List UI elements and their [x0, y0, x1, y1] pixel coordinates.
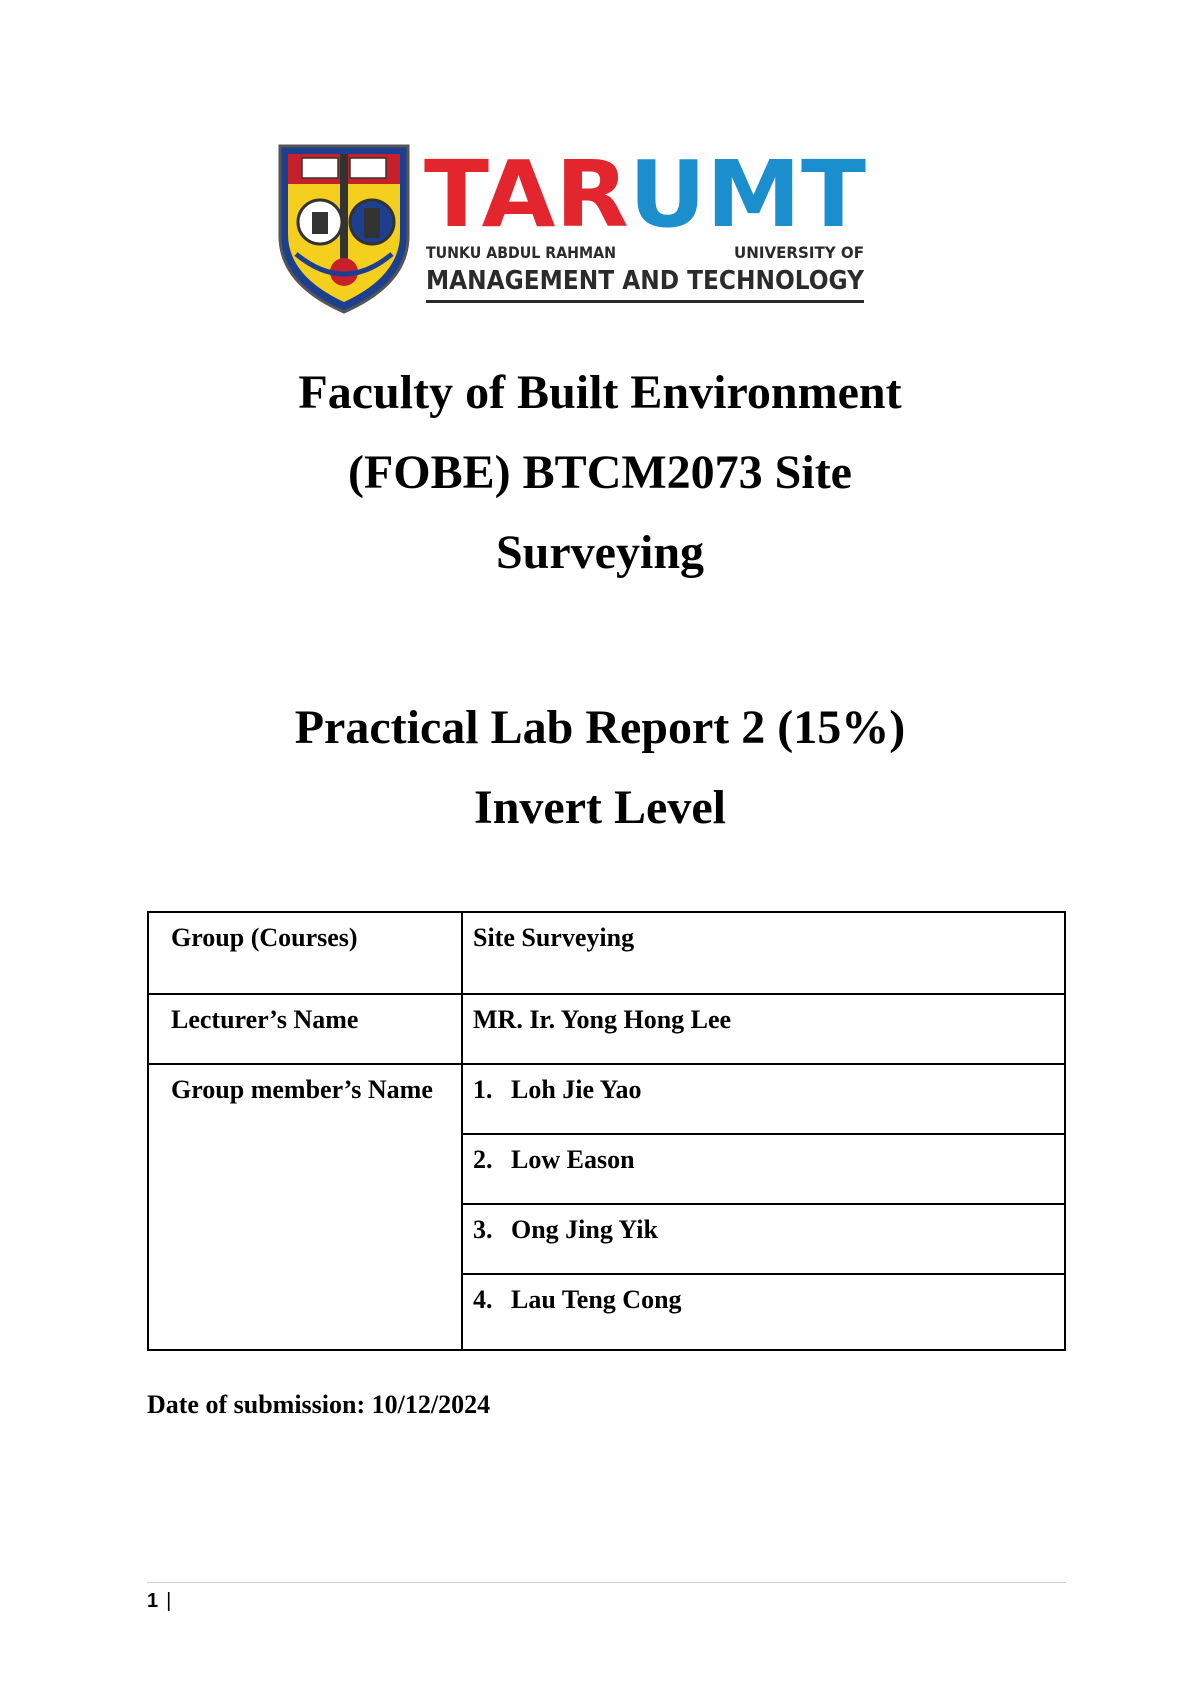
members-label: Group member’s Name — [148, 1064, 462, 1350]
university-logo — [276, 144, 873, 314]
member-item — [462, 1064, 1065, 1134]
table-row — [148, 994, 1065, 1064]
member-item — [462, 1134, 1065, 1204]
report-subtitle — [0, 688, 1200, 848]
title-line-3: Surveying — [495, 526, 705, 579]
submission-date: Date of submission: 10/12/2024 — [147, 1390, 491, 1419]
footer-separator: | — [166, 1590, 172, 1612]
title-line-1: Faculty of Built Environment — [298, 366, 902, 419]
member-item — [462, 1204, 1065, 1274]
table-row — [148, 1064, 1065, 1134]
lecturer-label: Lecturer’s Name — [148, 994, 462, 1064]
member-number: 1. — [473, 1075, 493, 1104]
member-name: Low Eason — [511, 1145, 635, 1174]
document-title — [0, 353, 1200, 593]
group-value: Site Surveying — [462, 912, 1065, 994]
subtitle-line-1: Practical Lab Report 2 (15%) — [294, 701, 906, 754]
member-number: 2. — [473, 1145, 493, 1174]
member-number: 4. — [473, 1285, 493, 1314]
logo-underline — [426, 300, 864, 303]
member-number: 3. — [473, 1215, 493, 1244]
table-row — [148, 912, 1065, 994]
group-label: Group (Courses) — [148, 912, 462, 994]
logo-line1-left: TUNKU ABDUL RAHMAN — [426, 243, 616, 262]
lecturer-value: MR. Ir. Yong Hong Lee — [462, 994, 1065, 1064]
member-name: Loh Jie Yao — [511, 1075, 642, 1104]
subtitle-line-2: Invert Level — [474, 781, 726, 834]
footer-divider — [147, 1582, 1066, 1583]
logo-line1-right: UNIVERSITY OF — [734, 243, 864, 262]
logo-wordmark: TARUMT — [424, 144, 858, 248]
crest-icon — [280, 146, 408, 312]
group-info-table — [147, 911, 1066, 1351]
title-line-2: (FOBE) BTCM2073 Site — [348, 446, 852, 499]
page-number: 1 — [147, 1590, 159, 1612]
member-item — [462, 1274, 1065, 1350]
member-name: Ong Jing Yik — [511, 1215, 658, 1244]
logo-line2: MANAGEMENT AND TECHNOLOGY — [426, 266, 866, 296]
page-footer — [147, 1590, 171, 1613]
member-name: Lau Teng Cong — [511, 1285, 682, 1314]
